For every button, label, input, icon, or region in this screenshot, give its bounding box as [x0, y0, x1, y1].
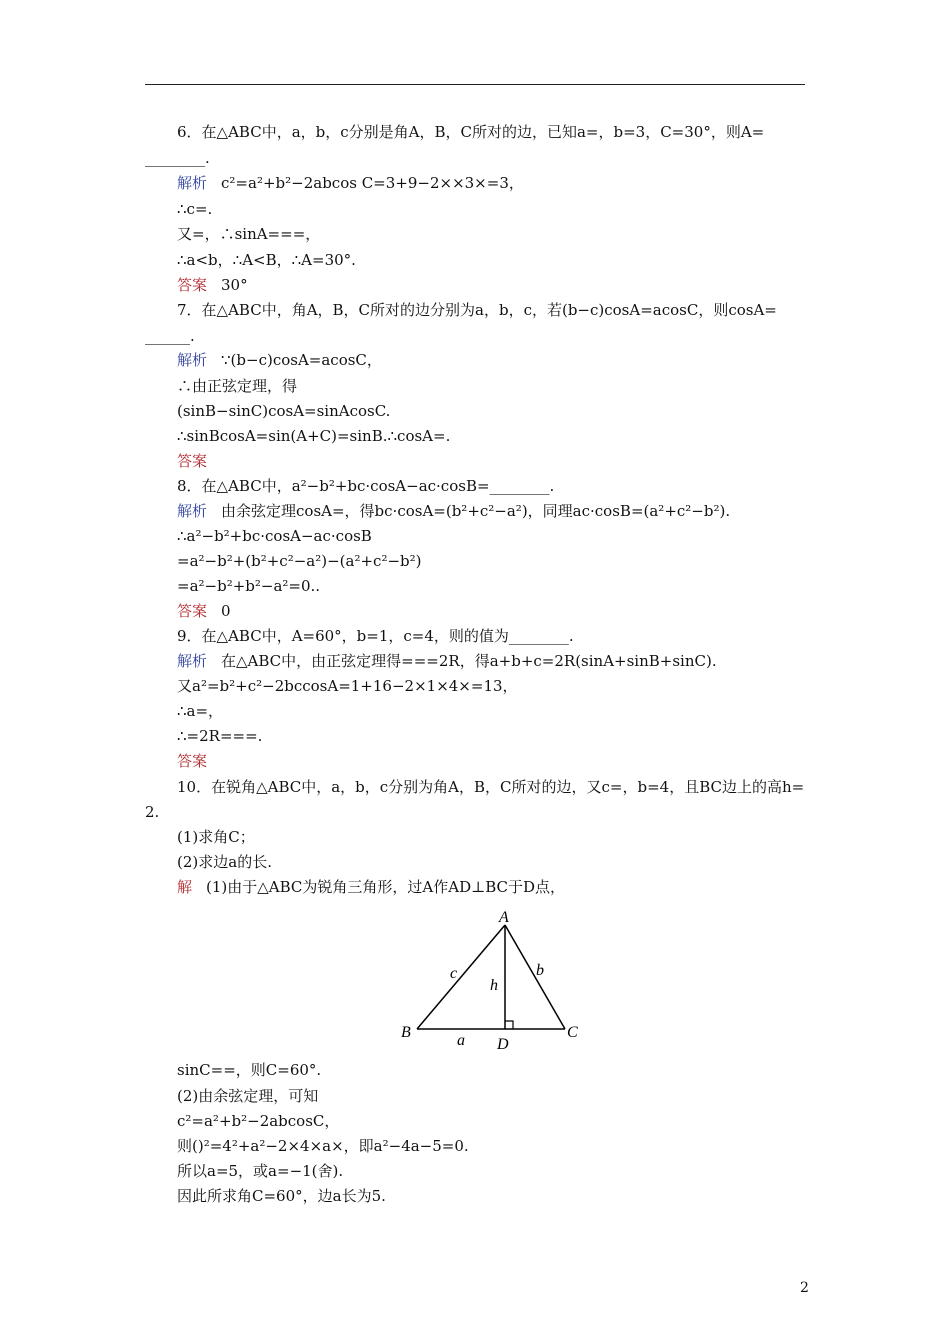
line-text: 在△ABC中，由正弦定理得===2R，得a+b+c=2R(sinA+sinB+sinC). — [221, 652, 717, 670]
vertex-label-C: C — [567, 1024, 578, 1041]
line-text: ________. — [145, 149, 210, 167]
text-line — [177, 751, 221, 771]
text-line — [177, 501, 730, 521]
analysis-label: 解析 — [177, 174, 208, 192]
text-line — [177, 651, 717, 671]
line-text: sinC==，则C=60°. — [177, 1061, 322, 1079]
line-text: ∴a²−b²+bc·cosA−ac·cosB — [177, 527, 372, 545]
text-line — [177, 676, 518, 696]
text-line — [177, 526, 372, 546]
line-text: ∴=2R===. — [177, 727, 263, 745]
line-text: ∴a=， — [177, 702, 224, 720]
text-line — [177, 701, 223, 721]
answer-label: 答案 — [177, 452, 208, 470]
text-line — [177, 476, 554, 496]
text-line — [177, 827, 255, 847]
text-line — [177, 250, 356, 270]
text-line — [177, 173, 524, 193]
line-text: 则()²=4²+a²−2×4×a×，即a²−4a−5=0. — [177, 1137, 469, 1155]
triangle-figure — [395, 905, 595, 1055]
text-line — [177, 726, 262, 746]
vertex-label-B: B — [401, 1024, 411, 1041]
side-label-b: b — [536, 962, 544, 979]
answer-label: 答案 — [177, 602, 208, 620]
line-text: (1)由于△ABC为锐角三角形，过A作AD⊥BC于D点， — [206, 878, 566, 896]
line-text: 0 — [221, 602, 231, 620]
text-line — [177, 576, 320, 596]
text-line — [177, 451, 221, 471]
line-text: ∴c=. — [177, 200, 213, 218]
text-line — [177, 1161, 343, 1181]
line-text: 9．在△ABC中，A=60°，b=1，c=4，则的值为________. — [177, 627, 574, 645]
line-text: (2)由余弦定理，可知 — [177, 1087, 319, 1105]
line-text: =a²−b²+(b²+c²−a²)−(a²+c²−b²) — [177, 552, 422, 570]
text-line — [145, 148, 210, 168]
line-text: 所以a=5，或a=−1(舍). — [177, 1162, 344, 1180]
line-text: (1)求角C； — [177, 828, 255, 846]
line-text: 8．在△ABC中，a²−b²+bc·cosA−ac·cosB=________. — [177, 477, 555, 495]
text-line — [177, 777, 804, 797]
answer-label: 答案 — [177, 752, 208, 770]
text-line — [177, 224, 320, 244]
text-line — [177, 551, 422, 571]
line-text: ______. — [145, 327, 195, 345]
line-text: (2)求边a的长. — [177, 853, 272, 871]
text-line — [177, 376, 297, 396]
text-line — [177, 1060, 321, 1080]
line-text: 30° — [221, 276, 248, 294]
answer-label: 解 — [177, 878, 193, 896]
text-line — [145, 326, 195, 346]
line-text: ∴由正弦定理，得 — [177, 377, 298, 395]
text-line — [177, 300, 777, 320]
text-line — [177, 199, 212, 219]
text-line — [177, 1086, 318, 1106]
line-text: c²=a²+b²−2abcos C=3+9−2××3×=3， — [221, 174, 524, 192]
line-text: 又a²=b²+c²−2bccosA=1+16−2×1×4×=13， — [177, 677, 518, 695]
line-text: 因此所求角C=60°，边a长为5. — [177, 1187, 386, 1205]
line-text: ∴a<b，∴A<B，∴A=30°. — [177, 251, 356, 269]
vertex-label-A: A — [499, 909, 509, 926]
text-line — [177, 1111, 339, 1131]
line-text: =a²−b²+b²−a²=0.. — [177, 577, 321, 595]
line-text: 又=，∴sinA===， — [177, 225, 321, 243]
text-line — [177, 426, 450, 446]
line-text: (sinB−sinC)cosA=sinAcosC. — [177, 402, 391, 420]
answer-label: 答案 — [177, 276, 208, 294]
text-line — [145, 802, 159, 822]
text-line — [177, 601, 231, 621]
line-text: ∵(b−c)cosA=acosC， — [221, 351, 382, 369]
line-text: ∴sinBcosA=sin(A+C)=sinB.∴cosA=. — [177, 427, 451, 445]
line-text: 6．在△ABC中，a，b，c分别是角A，B，C所对的边，已知a=，b=3，C=30°，则A= — [177, 123, 765, 141]
text-line — [177, 877, 565, 897]
analysis-label: 解析 — [177, 351, 208, 369]
line-text: c²=a²+b²−2abcosC， — [177, 1112, 340, 1130]
line-text: 7．在△ABC中，角A，B，C所对的边分别为a，b，c，若(b−c)cosA=acosC，则cosA= — [177, 301, 777, 319]
line-text: 10．在锐角△ABC中，a，b，c分别为角A，B，C所对的边，又c=，b=4，且BC边上的高h= — [177, 778, 805, 796]
line-text: 由余弦定理cosA=，得bc·cosA=(b²+c²−a²)，同理ac·cosB=(a²+c²−b²). — [221, 502, 731, 520]
text-line — [177, 1186, 386, 1206]
text-line — [177, 350, 382, 370]
text-line — [177, 401, 390, 421]
analysis-label: 解析 — [177, 502, 208, 520]
vertex-label-D: D — [497, 1036, 509, 1053]
line-text: 2. — [145, 803, 160, 821]
text-line — [177, 852, 272, 872]
text-line — [177, 122, 764, 142]
side-label-a: a — [457, 1032, 465, 1049]
header-rule — [145, 84, 805, 85]
side-label-c: c — [450, 965, 458, 982]
page-number: 2 — [800, 1280, 809, 1296]
analysis-label: 解析 — [177, 652, 208, 670]
height-label-h: h — [490, 977, 498, 994]
text-line — [177, 1136, 469, 1156]
text-line — [177, 626, 574, 646]
text-line — [177, 275, 248, 295]
